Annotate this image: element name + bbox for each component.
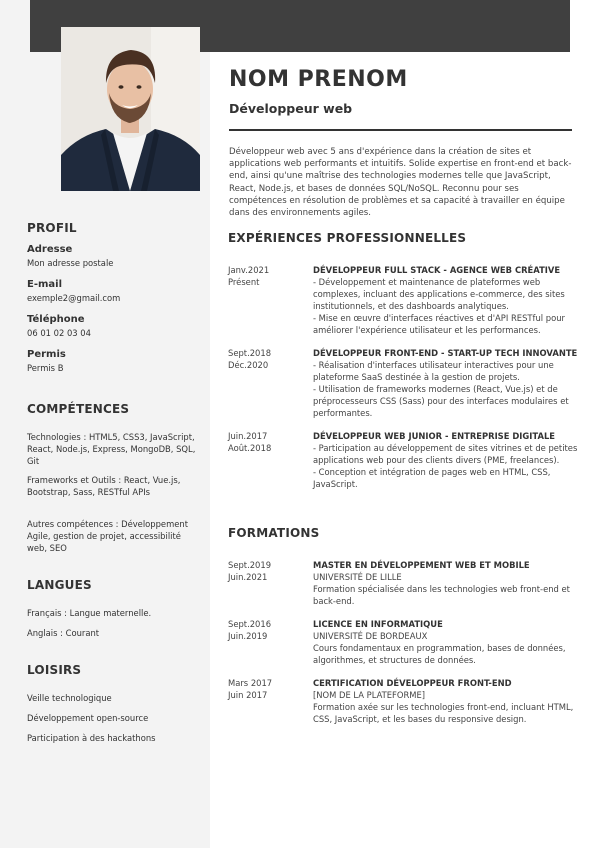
phone-value: 06 01 02 03 04 (27, 328, 91, 338)
loisir-item: Participation à des hackathons (27, 733, 156, 743)
formation-entry (228, 678, 578, 726)
profil-title: PROFIL (27, 221, 77, 235)
job-title: Développeur web (229, 101, 353, 116)
profil-section (27, 221, 202, 235)
entry-line: - Mise en œuvre d'interfaces réactives et d'API RESTful pour améliorer l'expérience utilisateur et les performances. (313, 312, 565, 335)
entry-title: DÉVELOPPEUR WEB JUNIOR - ENTREPRISE DIGITALE (313, 431, 556, 441)
competence-item: Technologies : HTML5, CSS3, JavaScript, React, Node.js, Express, MongoDB, SQL, Git (27, 432, 196, 466)
entry-line: - Développement et maintenance de plateformes web complexes, incluant des applications e-commerce, des sites institutionnels, et des dashboards analytiques. (313, 276, 565, 311)
experience-entry (228, 431, 578, 491)
entry-end-date: Juin.2021 (228, 571, 268, 582)
email-label: E-mail (27, 279, 63, 290)
profile-photo (61, 27, 200, 191)
entry-title: CERTIFICATION DÉVELOPPEUR FRONT-END (313, 678, 512, 688)
entry-start-date: Sept.2016 (228, 619, 272, 629)
entry-end-date: Présent (228, 276, 260, 287)
entry-title: DÉVELOPPEUR FRONT-END - START-UP TECH INNOVANTE (313, 348, 578, 358)
entry-start-date: Janv.2021 (228, 265, 270, 275)
entry-line: Cours fondamentaux en programmation, bases de données, algorithmes, et structures de données. (313, 642, 566, 665)
header-divider (229, 129, 572, 131)
entry-start-date: Juin.2017 (228, 431, 268, 441)
entry-end-date: Juin 2017 (228, 689, 268, 700)
license-value: Permis B (27, 363, 64, 373)
langues-section (27, 578, 202, 592)
entry-title: MASTER EN DÉVELOPPEMENT WEB ET MOBILE (313, 560, 530, 570)
competences-section (27, 402, 202, 416)
experience-entry (228, 265, 578, 336)
phone-label: Téléphone (27, 314, 85, 325)
profil-field-address (27, 244, 202, 268)
address-value: Mon adresse postale (27, 258, 114, 268)
formation-entry (228, 619, 578, 667)
formations-title: FORMATIONS (228, 526, 320, 540)
competence-item: Frameworks et Outils : React, Vue.js, Bootstrap, Sass, RESTful APIs (27, 475, 181, 497)
entry-line: UNIVERSITÉ DE LILLE (313, 571, 402, 582)
competence-item: Autres compétences : Développement Agile, gestion de projet, accessibilité web, SEO (27, 519, 188, 553)
langues-title: LANGUES (27, 578, 92, 592)
entry-title: LICENCE EN INFORMATIQUE (313, 619, 443, 629)
profil-field-phone (27, 314, 202, 338)
entry-line: UNIVERSITÉ DE BORDEAUX (313, 630, 428, 641)
email-value: exemple2@gmail.com (27, 293, 121, 303)
entry-end-date: Juin.2019 (228, 630, 268, 641)
entry-end-date: Déc.2020 (228, 359, 269, 370)
loisir-item: Développement open-source (27, 713, 149, 723)
entry-line: - Participation au développement de sites vitrines et de petites applications web pour des clients divers (PME, freelances). (313, 442, 578, 465)
entry-title: DÉVELOPPEUR FULL STACK - AGENCE WEB CRÉATIVE (313, 265, 561, 275)
address-label: Adresse (27, 244, 73, 255)
entry-start-date: Sept.2019 (228, 560, 272, 570)
entry-line: Formation spécialisée dans les technologies web front-end et back-end. (313, 583, 570, 606)
profil-field-license (27, 349, 202, 373)
formation-entry (228, 560, 578, 608)
entry-start-date: Sept.2018 (228, 348, 272, 358)
entry-line: - Conception et intégration de pages web en HTML, CSS, JavaScript. (313, 466, 551, 489)
profil-field-email (27, 279, 202, 303)
entry-line: - Réalisation d'interfaces utilisateur interactives pour une plateforme SaaS destinée à la gestion de projets. (313, 359, 554, 382)
profile-summary: Développeur web avec 5 ans d'expérience dans la création de sites et applications web performants et intuitifs. Solide expertise en front-end et back-end, ainsi qu'une maîtrise des technologies modernes telle que JavaScript, React, Node.js, et bases de données SQL/NoSQL. Reconnu pour ses compétences en résolution de problèmes et sa capacité à travailler en équipe dans des environnements agiles. (229, 147, 572, 219)
entry-line: - Utilisation de frameworks modernes (React, Vue.js) et de préprocesseurs CSS (Sass) pour des interfaces modulaires et performantes. (313, 383, 569, 418)
license-label: Permis (27, 349, 66, 360)
competences-title: COMPÉTENCES (27, 402, 130, 416)
entry-line: Formation axée sur les technologies front-end, incluant HTML, CSS, JavaScript, et les bases du responsive design. (313, 701, 574, 724)
entry-line: [NOM DE LA PLATEFORME] (313, 689, 426, 700)
loisirs-section (27, 663, 202, 677)
langue-item: Anglais : Courant (27, 628, 100, 638)
experience-entry (228, 348, 578, 419)
entry-start-date: Mars 2017 (228, 678, 273, 688)
entry-end-date: Août.2018 (228, 442, 272, 453)
loisirs-title: LOISIRS (27, 663, 82, 677)
loisir-item: Veille technologique (27, 693, 112, 703)
langue-item: Français : Langue maternelle. (27, 608, 152, 618)
experiences-title: EXPÉRIENCES PROFESSIONNELLES (228, 231, 467, 245)
candidate-name: NOM PRENOM (229, 67, 408, 92)
